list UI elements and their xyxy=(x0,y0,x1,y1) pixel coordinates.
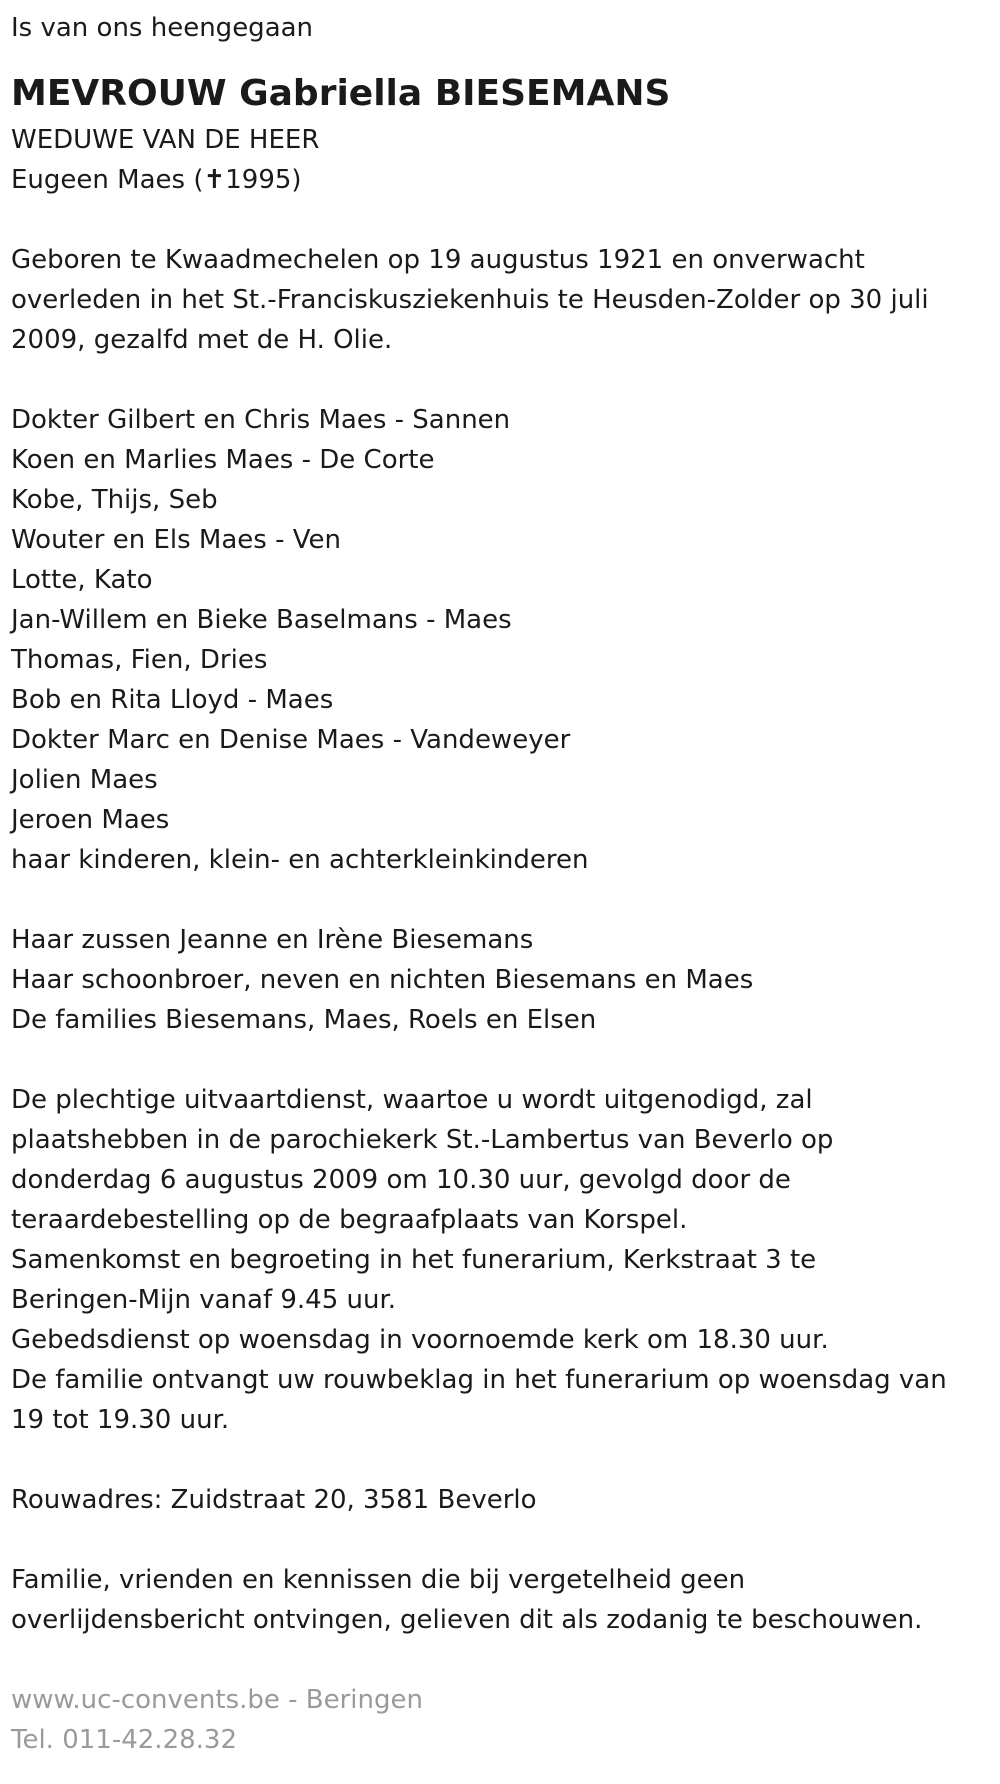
paragraph-line: teraardebestelling op de begraafplaats van Korspel. xyxy=(11,1205,688,1235)
family-member: Thomas, Fien, Dries xyxy=(11,645,268,675)
relatives-list xyxy=(11,920,991,1040)
family-member: Jan-Willem en Bieke Baselmans - Maes xyxy=(11,605,512,635)
family-member: Dokter Marc en Denise Maes - Vandeweyer xyxy=(11,725,571,755)
family-member: Lotte, Kato xyxy=(11,565,153,595)
family-member: Dokter Gilbert en Chris Maes - Sannen xyxy=(11,405,511,435)
paragraph-line: donderdag 6 augustus 2009 om 10.30 uur, gevolgd door de xyxy=(11,1165,791,1195)
paragraph-line: Beringen-Mijn vanaf 9.45 uur. xyxy=(11,1285,397,1315)
family-member: haar kinderen, klein- en achterkleinkinderen xyxy=(11,845,589,875)
mourning-address: Rouwadres: Zuidstraat 20, 3581 Beverlo xyxy=(11,1485,537,1515)
relative-line: De families Biesemans, Maes, Roels en Elsen xyxy=(11,1005,597,1035)
paragraph-line: Samenkomst en begroeting in het funerarium, Kerkstraat 3 te xyxy=(11,1245,817,1275)
funeral-home-footer xyxy=(11,1680,991,1760)
deceased-name: MEVROUW Gabriella BIESEMANS xyxy=(11,73,671,114)
family-list xyxy=(11,400,991,880)
paragraph-line: overleden in het St.-Franciskusziekenhuis te Heusden-Zolder op 30 juli xyxy=(11,285,929,315)
intro-text: Is van ons heengegaan xyxy=(11,13,314,43)
address-paragraph xyxy=(11,1480,991,1520)
paragraph-line: overlijdensbericht ontvingen, gelieven dit als zodanig te beschouwen. xyxy=(11,1605,923,1635)
widow-of-label: WEDUWE VAN DE HEER xyxy=(11,125,320,155)
paragraph-line: Geboren te Kwaadmechelen op 19 augustus 1921 en onverwacht xyxy=(11,245,865,275)
paragraph-line: Gebedsdienst op woensdag in voornoemde kerk om 18.30 uur. xyxy=(11,1325,829,1355)
funeral-home-website: www.uc-convents.be - Beringen xyxy=(11,1685,423,1715)
family-member: Jolien Maes xyxy=(11,765,158,795)
paragraph-line: Familie, vrienden en kennissen die bij vergetelheid geen xyxy=(11,1565,746,1595)
family-member: Kobe, Thijs, Seb xyxy=(11,485,218,515)
family-member: Koen en Marlies Maes - De Corte xyxy=(11,445,435,475)
funeral-home-phone: Tel. 011-42.28.32 xyxy=(11,1725,238,1755)
relative-line: Haar zussen Jeanne en Irène Biesemans xyxy=(11,925,534,955)
paragraph-line: De plechtige uitvaartdienst, waartoe u wordt uitgenodigd, zal xyxy=(11,1085,813,1115)
birth-death-paragraph xyxy=(11,240,991,360)
relative-line: Haar schoonbroer, neven en nichten Biesemans en Maes xyxy=(11,965,754,995)
family-member: Wouter en Els Maes - Ven xyxy=(11,525,341,555)
family-member: Jeroen Maes xyxy=(11,805,170,835)
closing-paragraph xyxy=(11,1560,991,1640)
ceremony-paragraph xyxy=(11,1080,991,1440)
husband-name: Eugeen Maes (✝1995) xyxy=(11,165,302,195)
paragraph-line: 19 tot 19.30 uur. xyxy=(11,1405,230,1435)
paragraph-line: De familie ontvangt uw rouwbeklag in het funerarium op woensdag van xyxy=(11,1365,947,1395)
paragraph-line: plaatshebben in de parochiekerk St.-Lambertus van Beverlo op xyxy=(11,1125,834,1155)
paragraph-line: 2009, gezalfd met de H. Olie. xyxy=(11,325,393,355)
obituary-notice xyxy=(11,8,991,1760)
family-member: Bob en Rita Lloyd - Maes xyxy=(11,685,334,715)
